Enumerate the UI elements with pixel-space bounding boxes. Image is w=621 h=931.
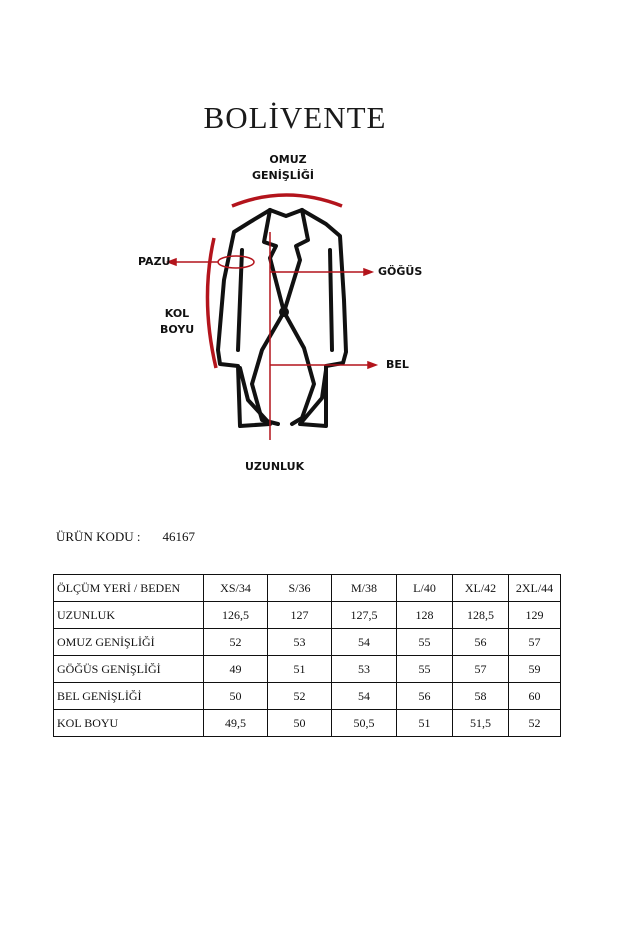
table-cell: 55 (397, 629, 453, 656)
row-label: OMUZ GENİŞLİĞİ (54, 629, 204, 656)
table-cell: 129 (509, 602, 561, 629)
table-cell: 53 (332, 656, 397, 683)
shoulder-arc (232, 195, 342, 206)
table-cell: 56 (453, 629, 509, 656)
table-cell: 51 (268, 656, 332, 683)
header-cell-xl: XL/42 (453, 575, 509, 602)
table-row (54, 629, 561, 656)
omuz-label-line1: OMUZ (269, 153, 307, 166)
size-chart-table (53, 574, 561, 737)
brand-logo: BOLİVENTE (203, 100, 387, 135)
table-row (54, 602, 561, 629)
table-cell: 58 (453, 683, 509, 710)
product-code-value: 46167 (162, 529, 195, 544)
kol-boyu-label (160, 306, 194, 338)
coat-outline (218, 210, 346, 426)
uzunluk-label: UZUNLUK (245, 460, 305, 473)
table-cell: 50 (204, 683, 268, 710)
table-cell: 127,5 (332, 602, 397, 629)
header-cell-2xl: 2XL/44 (509, 575, 561, 602)
table-cell: 56 (397, 683, 453, 710)
row-label: GÖĞÜS GENİŞLİĞİ (54, 656, 204, 683)
table-cell: 60 (509, 683, 561, 710)
table-cell: 128,5 (453, 602, 509, 629)
table-row (54, 656, 561, 683)
table-cell: 55 (397, 656, 453, 683)
product-code (56, 529, 195, 545)
table-cell: 57 (509, 629, 561, 656)
table-cell: 50 (268, 710, 332, 737)
table-cell: 51 (397, 710, 453, 737)
kol-label-line2: BOYU (160, 323, 195, 336)
table-cell: 52 (204, 629, 268, 656)
header-cell-measurement: ÖLÇÜM YERİ / BEDEN (54, 575, 204, 602)
row-label: BEL GENİŞLİĞİ (54, 683, 204, 710)
row-label: KOL BOYU (54, 710, 204, 737)
chest-arrow (364, 269, 372, 275)
header-cell-m: M/38 (332, 575, 397, 602)
table-cell: 49,5 (204, 710, 268, 737)
omuz-label (252, 152, 314, 184)
table-cell: 52 (509, 710, 561, 737)
table-cell: 128 (397, 602, 453, 629)
bicep-ellipse (218, 256, 254, 268)
waist-arrow (368, 362, 376, 368)
table-cell: 126,5 (204, 602, 268, 629)
table-header-row (54, 575, 561, 602)
table-cell: 49 (204, 656, 268, 683)
table-row (54, 683, 561, 710)
table-cell: 51,5 (453, 710, 509, 737)
table-cell: 57 (453, 656, 509, 683)
omuz-label-line2: GENİŞLİĞİ (252, 169, 314, 182)
sleeve-arc (207, 238, 216, 368)
product-code-label: ÜRÜN KODU : (56, 529, 141, 544)
bel-label: BEL (386, 358, 409, 371)
table-cell: 52 (268, 683, 332, 710)
table-cell: 54 (332, 683, 397, 710)
header-cell-s: S/36 (268, 575, 332, 602)
table-cell: 54 (332, 629, 397, 656)
table-cell: 59 (509, 656, 561, 683)
header-cell-xs: XS/34 (204, 575, 268, 602)
row-label: UZUNLUK (54, 602, 204, 629)
table-cell: 127 (268, 602, 332, 629)
table-cell: 53 (268, 629, 332, 656)
gogus-label: GÖĞÜS (378, 265, 423, 278)
pazu-label: PAZU (138, 255, 171, 268)
table-row (54, 710, 561, 737)
header-cell-l: L/40 (397, 575, 453, 602)
kol-label-line1: KOL (164, 307, 190, 320)
table-cell: 50,5 (332, 710, 397, 737)
